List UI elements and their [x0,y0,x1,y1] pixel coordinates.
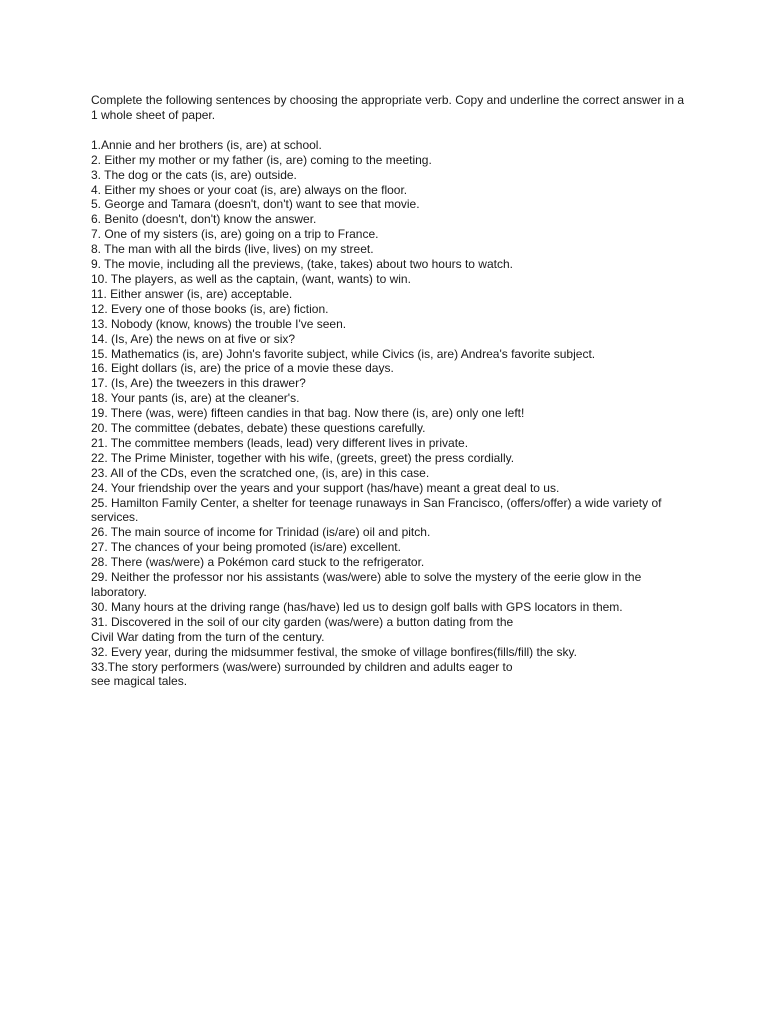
question-item: 10. The players, as well as the captain, (want, wants) to win. [91,271,411,286]
question-list [91,138,691,690]
question-item: 20. The committee (debates, debate) these questions carefully. [91,421,426,436]
question-item: 18. Your pants (is, are) at the cleaner's. [91,391,300,406]
question-item: 23. All of the CDs, even the scratched one, (is, are) in this case. [91,465,430,480]
question-item: 28. There (was/were) a Pokémon card stuck to the refrigerator. [91,555,425,570]
question-item: 24. Your friendship over the years and your support (has/have) meant a great deal to us. [91,480,560,495]
question-item: 9. The movie, including all the previews, (take, takes) about two hours to watch. [91,257,513,272]
question-item: 30. Many hours at the driving range (has/have) led us to design golf balls with GPS locators in them. [91,599,623,614]
question-item: 29. Neither the professor nor his assistants (was/were) able to solve the mystery of the eerie glow in the laboratory. [91,570,642,599]
question-item: 11. Either answer (is, are) acceptable. [91,286,293,301]
question-item: 16. Eight dollars (is, are) the price of a movie these days. [91,361,394,376]
question-item: 19. There (was, were) fifteen candies in that bag. Now there (is, are) only one left! [91,406,525,421]
question-item: 2. Either my mother or my father (is, are) coming to the meeting. [91,152,432,167]
question-item: 27. The chances of your being promoted (is/are) excellent. [91,540,401,555]
question-item: 25. Hamilton Family Center, a shelter for teenage runaways in San Francisco, (offers/offer) a wide variety of services. [91,495,662,525]
question-item: 6. Benito (doesn't, don't) know the answer. [91,212,317,227]
worksheet-page [91,93,691,689]
question-item: 13. Nobody (know, knows) the trouble I've seen. [91,316,347,331]
question-item: 3. The dog or the cats (is, are) outside. [91,167,297,182]
question-item: 8. The man with all the birds (live, lives) on my street. [91,242,374,257]
question-item: 7. One of my sisters (is, are) going on a trip to France. [91,227,379,242]
question-item: 1.Annie and her brothers (is, are) at school. [91,137,322,152]
question-item: 14. (Is, Are) the news on at five or six? [91,331,296,346]
question-item: 4. Either my shoes or your coat (is, are) always on the floor. [91,182,408,197]
question-item: 31. Discovered in the soil of our city garden (was/were) a button dating from the Civil War dating from the turn of the century. [91,614,514,644]
question-item: 5. George and Tamara (doesn't, don't) want to see that movie. [91,197,420,212]
question-item: 15. Mathematics (is, are) John's favorite subject, while Civics (is, are) Andrea's favorite subject. [91,346,596,361]
question-item: 32. Every year, during the midsummer festival, the smoke of village bonfires(fills/fill) the sky. [91,644,577,659]
question-item: 26. The main source of income for Trinidad (is/are) oil and pitch. [91,525,431,540]
question-item: 17. (Is, Are) the tweezers in this drawer? [91,376,306,391]
question-item: 21. The committee members (leads, lead) very different lives in private. [91,435,469,450]
instructions-text: Complete the following sentences by choosing the appropriate verb. Copy and underline the correct answer in a 1 whole sheet of paper. [91,93,685,122]
question-item: 22. The Prime Minister, together with his wife, (greets, greet) the press cordially. [91,450,515,465]
question-item: 12. Every one of those books (is, are) fiction. [91,301,329,316]
question-item: 33.The story performers (was/were) surrounded by children and adults eager to see magical tales. [91,659,513,689]
